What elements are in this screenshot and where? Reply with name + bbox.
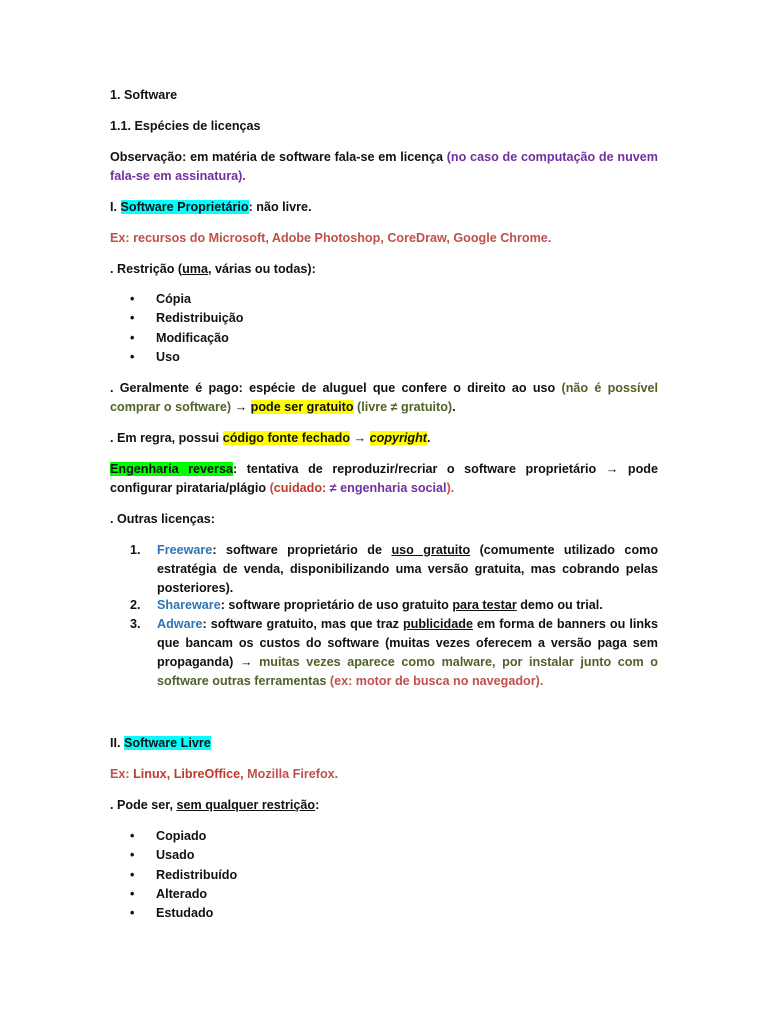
arrow-right-icon: → xyxy=(234,400,248,414)
item-underlined: uso gratuito xyxy=(391,543,471,557)
arrow-right-icon: → xyxy=(353,431,367,445)
item-text-b: em forma de banners ou links que bancam os custos do software (muitas vezes oferecem a versão paga sem propaganda) → xyxy=(157,617,659,669)
bullet-icon: • xyxy=(130,311,135,325)
observacao-note: (no caso de computação de nuvem fala-se em assinatura). xyxy=(110,150,658,183)
item-text-b: demo ou trial. xyxy=(520,598,603,612)
fonte-highlight: código fonte fechado xyxy=(222,431,351,445)
bullet-icon: • xyxy=(130,331,135,345)
restricao-line xyxy=(110,260,658,279)
item-number: 1. xyxy=(130,543,141,557)
section-title-highlight: Software Livre xyxy=(124,736,211,750)
pago-text: . Geralmente é pago: espécie de aluguel que confere o direito ao uso xyxy=(110,381,556,395)
section-number: II. xyxy=(110,736,121,750)
list-item-label: Uso xyxy=(156,350,180,364)
bullet-icon: • xyxy=(130,829,135,843)
section-title-highlight: Software Proprietário xyxy=(120,200,249,214)
example-bold: Linux, LibreOffice, xyxy=(133,767,244,781)
restricao-prefix: . Restrição ( xyxy=(110,262,183,276)
restricao-underlined: uma xyxy=(182,262,208,276)
bullet-icon: • xyxy=(130,868,135,882)
livre-underlined: sem qualquer restrição xyxy=(176,798,316,812)
fonte-end: . xyxy=(427,431,431,445)
list-item-label: Redistribuído xyxy=(156,868,238,882)
pago-note: (não é possível comprar o software) xyxy=(110,381,659,414)
numbered-item-freeware xyxy=(130,541,658,598)
pode-ser-line xyxy=(110,796,658,815)
engenharia-social: ≠ engenharia social xyxy=(329,481,447,495)
observacao-paragraph xyxy=(110,148,658,186)
pago-tail-note: (livre ≠ gratuito) xyxy=(357,400,453,414)
list-item-label: Alterado xyxy=(156,887,208,901)
engenharia-highlight: Engenharia reversa xyxy=(110,462,233,476)
example-livre xyxy=(110,765,658,784)
codigo-fonte-line xyxy=(110,429,658,448)
heading-software: 1. Software xyxy=(110,88,178,102)
numbered-item-shareware xyxy=(130,596,658,615)
engenharia-cuidado: cuidado: xyxy=(273,481,327,495)
list-item-label: Modificação xyxy=(156,331,229,345)
section-suffix: : não livre. xyxy=(248,200,312,214)
item-number: 3. xyxy=(130,617,141,631)
engenharia-text: : tentativa de reproduzir/recriar o software proprietário → pode configurar pirataria/plágio xyxy=(110,462,659,495)
list-item-label: Cópia xyxy=(156,292,191,306)
fonte-prefix: . Em regra, possui xyxy=(110,431,220,445)
bullet-icon: • xyxy=(130,906,135,920)
heading-especies-licencas: 1.1. Espécies de licenças xyxy=(110,119,261,133)
engenharia-close: ). xyxy=(446,481,455,495)
engenharia-paragraph xyxy=(110,460,658,498)
pago-paragraph xyxy=(110,379,658,417)
item-text-a: : software proprietário de xyxy=(212,543,382,557)
item-underlined: para testar xyxy=(452,598,517,612)
license-name: Freeware xyxy=(157,543,213,557)
item-text-a: : software proprietário de uso gratuito xyxy=(220,598,449,612)
item-underlined: publicidade xyxy=(402,617,473,631)
section-livre-heading xyxy=(110,734,658,753)
bullet-icon: • xyxy=(130,350,135,364)
example-proprietario: Ex: recursos do Microsoft, Adobe Photoshop, CoreDraw, Google Chrome. xyxy=(110,231,552,245)
example-rest: Mozilla Firefox. xyxy=(247,767,339,781)
livre-suffix: : xyxy=(315,798,320,812)
copyright-highlight: copyright xyxy=(369,431,427,445)
list-item-label: Copiado xyxy=(156,829,207,843)
list-item-label: Estudado xyxy=(156,906,214,920)
livre-prefix: . Pode ser, xyxy=(110,798,173,812)
item-text-b: (comumente utilizado como estratégia de venda, disponibilizando uma versão gratuita, mas cobrando pelas posteriores). xyxy=(157,543,659,595)
restricao-suffix: , várias ou todas): xyxy=(208,262,316,276)
item-green-note: muitas vezes aparece como malware, por instalar junto com o software outras ferramentas xyxy=(157,655,658,688)
item-number: 2. xyxy=(130,598,141,612)
section-proprietario-heading xyxy=(110,198,658,217)
bullet-icon: • xyxy=(130,887,135,901)
example-prefix: Ex: xyxy=(110,767,130,781)
bullet-icon: • xyxy=(130,292,135,306)
numbered-item-adware xyxy=(130,615,658,691)
license-name: Shareware xyxy=(157,598,221,612)
outras-licencas-title: . Outras licenças: xyxy=(110,512,215,526)
section-number: I. xyxy=(110,200,117,214)
bullet-icon: • xyxy=(130,848,135,862)
list-item-label: Usado xyxy=(156,848,195,862)
item-red-note: (ex: motor de busca no navegador). xyxy=(329,674,544,688)
list-item-label: Redistribuição xyxy=(156,311,244,325)
item-text-a: : software gratuito, mas que traz xyxy=(202,617,399,631)
observacao-text: Observação: em matéria de software fala-se em licença xyxy=(110,150,443,164)
engenharia-open: ( xyxy=(269,481,274,495)
pago-highlight: pode ser gratuito xyxy=(250,400,354,414)
pago-end: . xyxy=(452,400,456,414)
license-name: Adware xyxy=(157,617,203,631)
